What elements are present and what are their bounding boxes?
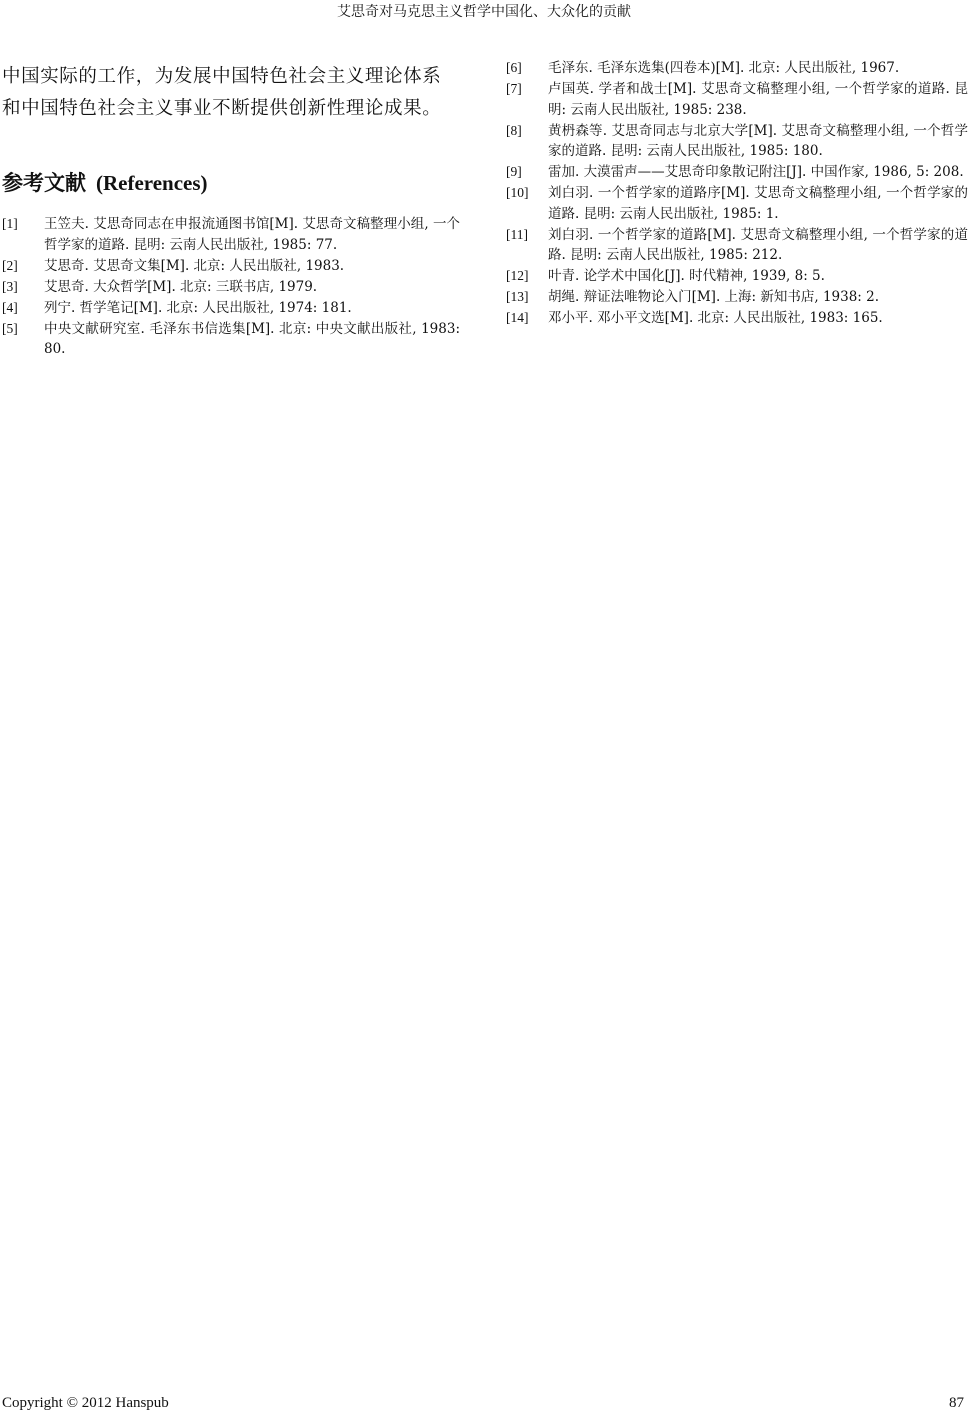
reference-item xyxy=(506,225,968,266)
reference-list-left xyxy=(2,214,460,360)
reference-text: 雷加. 大漠雷声——艾思奇印象散记附注[J]. 中国作家, 1986, 5: 208. xyxy=(548,164,964,180)
references-heading-cn: 参考文献 xyxy=(2,171,86,195)
reference-number: [7] xyxy=(506,81,522,96)
reference-number: [14] xyxy=(506,310,529,325)
reference-item xyxy=(506,121,968,162)
reference-number: [9] xyxy=(506,164,522,179)
reference-text: 黄枬森等. 艾思奇同志与北京大学[M]. 艾思奇文稿整理小组, 一个哲学家的道路. 昆明: 云南人民出版社, 1985: 180. xyxy=(548,122,968,159)
reference-text: 刘白羽. 一个哲学家的道路序[M]. 艾思奇文稿整理小组, 一个哲学家的道路. 昆明: 云南人民出版社, 1985: 1. xyxy=(548,185,968,222)
running-header: 艾思奇对马克思主义哲学中国化、大众化的贡献 xyxy=(337,4,631,20)
reference-item xyxy=(2,319,460,360)
references-heading xyxy=(2,168,208,198)
reference-number: [6] xyxy=(506,60,522,75)
reference-item xyxy=(506,183,968,224)
reference-text: 艾思奇. 大众哲学[M]. 北京: 三联书店, 1979. xyxy=(44,278,318,295)
reference-text: 胡绳. 辩证法唯物论入门[M]. 上海: 新知书店, 1938: 2. xyxy=(548,289,880,305)
reference-text: 卢国英. 学者和战士[M]. 艾思奇文稿整理小组, 一个哲学家的道路. 昆明: 云南人民出版社, 1985: 238. xyxy=(548,81,968,118)
reference-number: [12] xyxy=(506,268,529,283)
reference-item xyxy=(506,162,968,183)
reference-number: [5] xyxy=(2,320,18,336)
reference-text: 列宁. 哲学笔记[M]. 北京: 人民出版社, 1974: 181. xyxy=(44,299,352,316)
body-paragraph xyxy=(2,61,460,125)
reference-number: [4] xyxy=(2,299,18,315)
body-paragraph-line: 中国实际的工作，为发展中国特色社会主义理论体系 xyxy=(2,66,442,87)
reference-text: 王笠夫. 艾思奇同志在申报流通图书馆[M]. 艾思奇文稿整理小组, 一个哲学家的道路. 昆明: 云南人民出版社, 1985: 77. xyxy=(44,216,460,253)
reference-number: [13] xyxy=(506,289,529,304)
reference-item xyxy=(506,266,968,287)
reference-list-right xyxy=(506,58,968,329)
reference-number: [10] xyxy=(506,185,529,200)
reference-item xyxy=(506,58,968,79)
page-number: 87 xyxy=(949,1395,964,1411)
reference-text: 刘白羽. 一个哲学家的道路[M]. 艾思奇文稿整理小组, 一个哲学家的道路. 昆明: 云南人民出版社, 1985: 212. xyxy=(548,226,968,263)
reference-item xyxy=(506,287,968,308)
reference-item xyxy=(2,256,460,277)
reference-text: 邓小平. 邓小平文选[M]. 北京: 人民出版社, 1983: 165. xyxy=(548,310,883,326)
reference-text: 艾思奇. 艾思奇文集[M]. 北京: 人民出版社, 1983. xyxy=(44,257,345,274)
reference-text: 叶青. 论学术中国化[J]. 时代精神, 1939, 8: 5. xyxy=(548,268,825,284)
reference-item xyxy=(506,308,968,329)
reference-number: [3] xyxy=(2,278,18,294)
references-heading-en: (References) xyxy=(96,171,208,195)
reference-number: [1] xyxy=(2,216,18,231)
reference-item xyxy=(2,277,460,298)
body-paragraph-line: 和中国特色社会主义事业不断提供创新性理论成果。 xyxy=(2,98,442,119)
reference-item xyxy=(2,298,460,319)
reference-number: [2] xyxy=(2,257,18,273)
reference-item xyxy=(506,79,968,120)
reference-item xyxy=(2,214,460,255)
reference-text: 中央文献研究室. 毛泽东书信选集[M]. 北京: 中央文献出版社, 1983: 80. xyxy=(44,320,460,357)
reference-number: [8] xyxy=(506,122,522,138)
reference-number: [11] xyxy=(506,226,528,242)
copyright-notice: Copyright © 2012 Hanspub xyxy=(2,1395,169,1411)
reference-text: 毛泽东. 毛泽东选集(四卷本)[M]. 北京: 人民出版社, 1967. xyxy=(548,60,900,76)
